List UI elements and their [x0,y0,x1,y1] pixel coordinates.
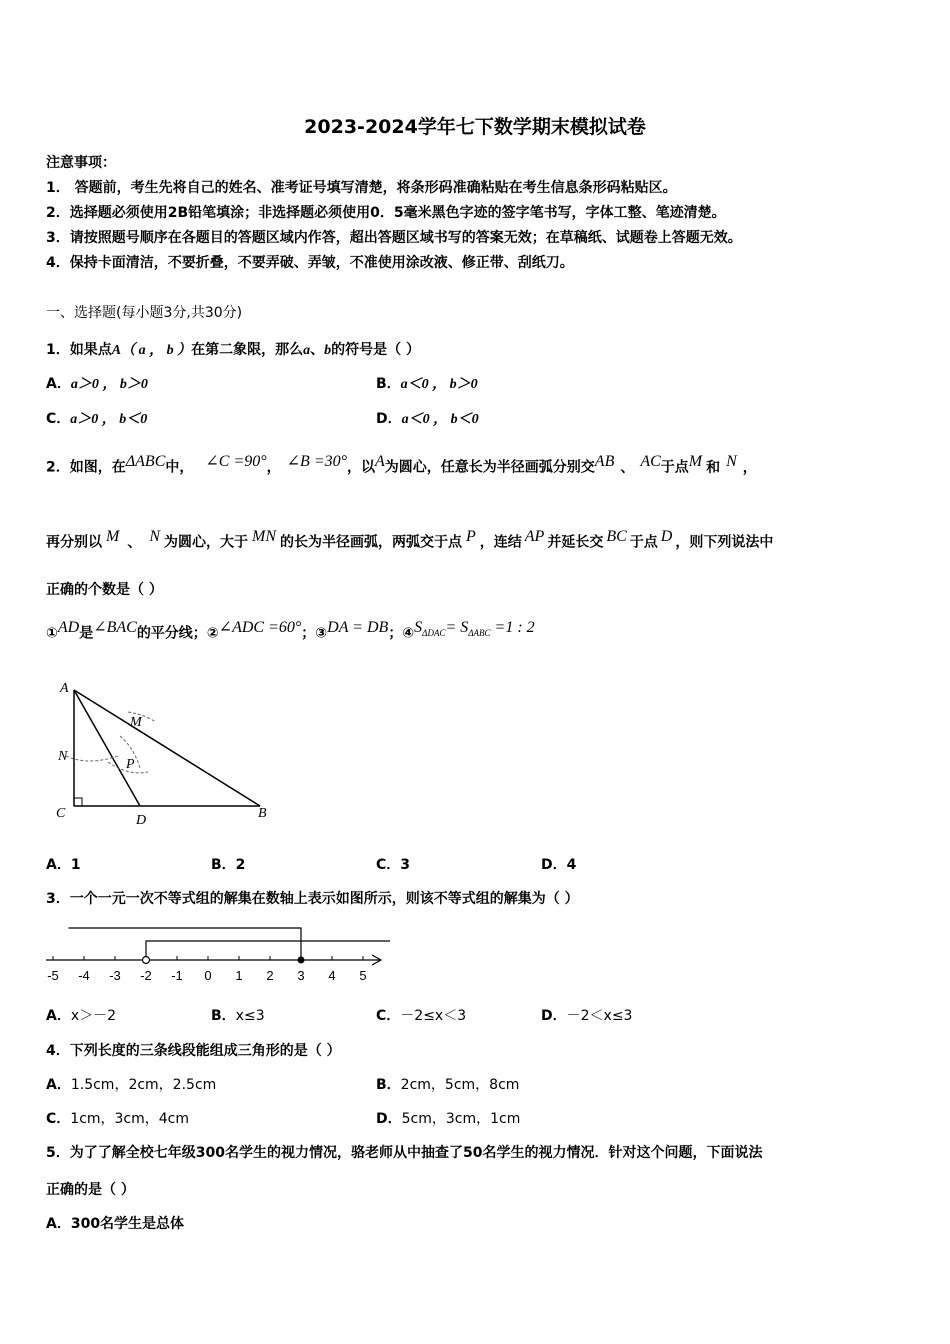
q2-option-a[interactable]: A．1 [46,857,81,873]
notice-item: 3．请按照题号顺序在各题目的答题区域内作答，超出答题区域书写的答案无效；在草稿纸、试题卷上答题无效。 [46,230,742,246]
axis-tick-label: 1 [235,968,243,983]
axis-tick-label: -2 [140,968,152,983]
q2-option-b[interactable]: B．2 [211,857,246,873]
question-2-line-3: 正确的个数是（ ） [46,582,163,598]
q1-var-b: b [324,343,332,358]
question-4-stem: 4．下列长度的三条线段能组成三角形的是（ ） [46,1043,341,1059]
math: ΔABC [125,453,166,470]
axis-tick-label: -3 [109,968,121,983]
question-2-line-2: 再分别以 $^M$ 、 $^N$ 为圆心，大于 $^{MN}$ 的长为半径画弧，两弧交于点 $^P$ ，连结 $^{AP}$ 并延长交 $^{BC}$ 于点 $^D$ ，则下列说法中 [46,528,774,551]
q1-option-a[interactable]: A．a＞0 ， b＞0 [46,376,148,392]
number-line [40,920,390,990]
q1-var-a: a [303,343,311,358]
triangle-figure [48,676,288,836]
q1-coords: （ a ， b ） [121,343,192,358]
axis-tick-label: -4 [78,968,90,983]
q1-option-d[interactable]: D．a＜0 ， b＜0 [376,411,479,427]
q1-sep: 、 [310,342,325,358]
q1-stem-part: 1．如果点 [46,342,112,358]
notice-heading: 注意事项： [46,155,116,171]
fig-label-c: C [56,806,66,821]
notice-item: 4．保持卡面清洁，不要折叠，不要弄破、弄皱，不准使用涂改液、修正带、刮纸刀。 [46,255,574,271]
q3-option-d[interactable]: D．－2＜x≤3 [541,1008,633,1024]
fig-label-m: M [130,715,142,730]
q3-option-c[interactable]: C．－2≤x＜3 [376,1008,467,1024]
question-3-stem: 3．一个一元一次不等式组的解集在数轴上表示如图所示，则该不等式组的解集为（ ） [46,891,579,907]
q4-option-c[interactable]: C．1cm，3cm，4cm [46,1111,190,1127]
q3-option-b[interactable]: B．x≤3 [211,1008,265,1024]
section-heading: 一、选择题(每小题3分,共30分) [46,305,243,321]
q1-stem-part: 的符号是（ ） [331,342,420,358]
fig-label-n: N [58,749,68,764]
fig-label-a: A [60,681,69,696]
axis-tick-label: -5 [47,968,59,983]
q1-stem-part: 在第二象限，那么 [191,342,304,358]
notice-item: 2．选择题必须使用2B铅笔填涂；非选择题必须使用0．5毫米黑色字迹的签字笔书写，字体工整、笔迹清楚。 [46,205,726,221]
notice-item: 1． 答题前，考生先将自己的姓名、准考证号填写清楚，将条形码准确粘贴在考生信息条形码粘贴区。 [46,180,677,196]
question-2-line-1: 2．如图，在$^{\Delta ABC}$中， $^{\angle C =90^\circ}$， $^{\angle B =30^\circ}$，以$^A$为圆心，任意长为半径画弧分别交$^{AB}$ 、 $^{AC}$于点$^M$ 和 $^N$ ， [46,453,757,476]
question-2-statements: ①$^{AD}$是$^{\angle BAC}$的平分线；②$^{\angle ADC =60^\circ}$；③$^{DA = DB}$；④$^{S_{\Delta DAC}= S_{\Delta ABC} =1 : 2}$ [46,619,535,642]
axis-tick-label: 4 [328,968,336,983]
fig-label-p: P [126,757,135,772]
q1-point: A [111,343,122,358]
q4-option-a[interactable]: A．1.5cm，2cm，2.5cm [46,1077,217,1093]
axis-tick-label: 5 [359,968,367,983]
page-title: 2023-2024学年七下数学期末模拟试卷 [304,116,646,138]
fig-label-d: D [136,813,147,828]
q4-option-d[interactable]: D．5cm，3cm，1cm [376,1111,521,1127]
axis-tick-label: 2 [266,968,274,983]
axis-tick-label: 0 [204,968,212,983]
question-5-line-1: 5．为了了解全校七年级300名学生的视力情况，骆老师从中抽查了50名学生的视力情况．针对这个问题，下面说法 [46,1145,763,1161]
axis-tick-label: -1 [171,968,183,983]
fig-label-b: B [258,806,267,821]
open-point [143,957,150,964]
question-1-stem [46,339,420,359]
question-5-line-2: 正确的是（ ） [46,1182,135,1198]
q5-option-a[interactable]: A．300名学生是总体 [46,1216,185,1232]
axis-tick-label: 3 [297,968,305,983]
q3-option-a[interactable]: A．x＞－2 [46,1008,117,1024]
q1-option-b[interactable]: B．a＜0 ， b＞0 [376,376,478,392]
closed-point [298,957,305,964]
q2-option-d[interactable]: D．4 [541,857,577,873]
q2-option-c[interactable]: C．3 [376,857,411,873]
q4-option-b[interactable]: B．2cm，5cm，8cm [376,1077,520,1093]
q1-option-c[interactable]: C．a＞0 ， b＜0 [46,411,148,427]
